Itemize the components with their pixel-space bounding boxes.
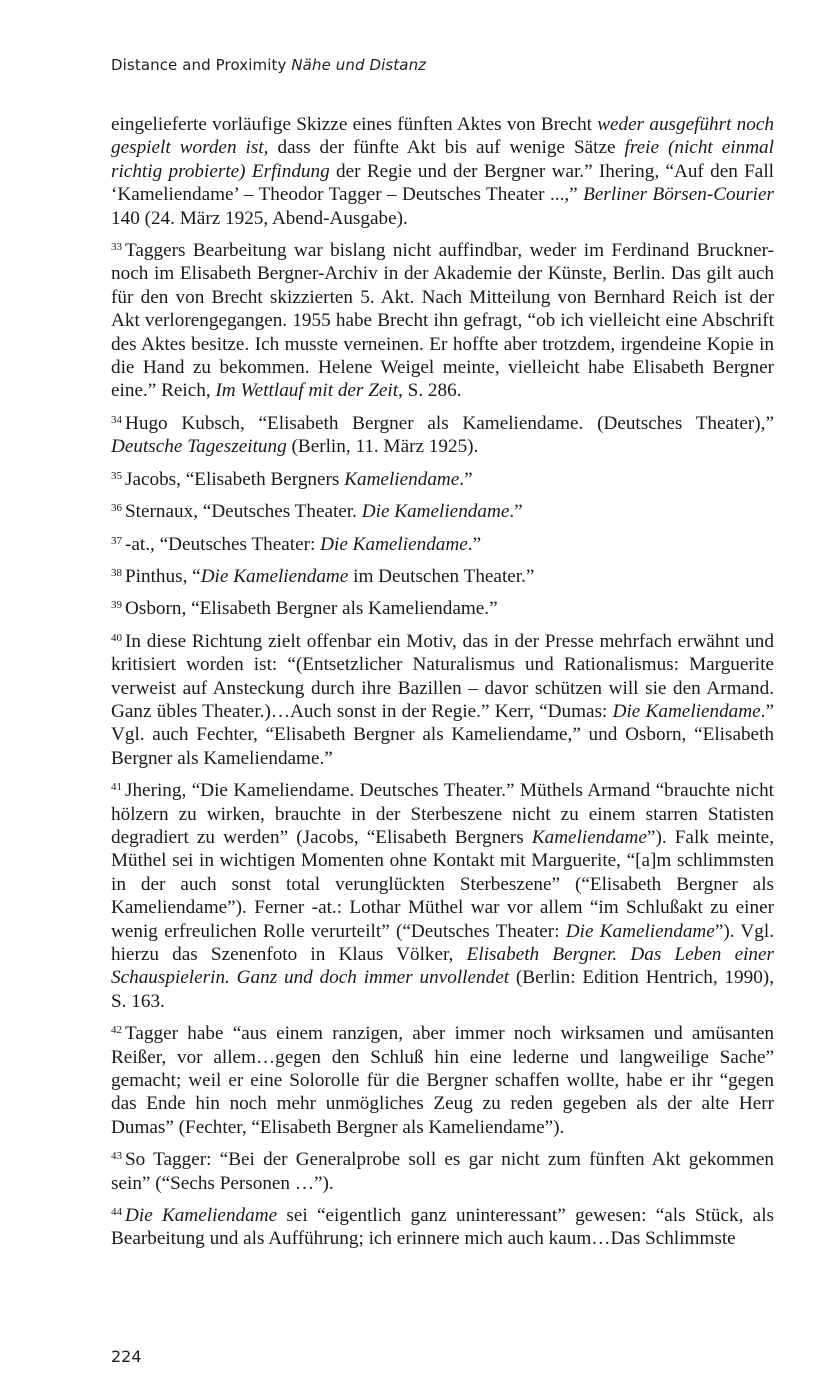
endnote-number: 42 [111, 1024, 122, 1037]
endnote-text: Osborn, “Elisabeth Bergner als Kameliendame.” [125, 598, 498, 620]
endnote-text: (Berlin: Edition Hentrich, 1990), S. 163. [111, 967, 774, 1012]
endnote-text: Taggers Bearbeitung war bislang nicht auffindbar, weder im Ferdinand Bruckner- noch im Elisabeth Bergner-Archiv in der Akademie der Künste, Berlin. Das gilt auch für den von Brecht skizzierten 5. Akt. Nach Mitteilung von Bernhard Reich ist der Akt verlorengegangen. 1955 habe Brecht ihn gefragt, “ob ich vielleicht eine Abschrift des Aktes besitze. Ich musste verneinen. Er hoffte aber trotzdem, irgendeine Kopie in die Hand zu bekommen. Helene Weigel meinte, vielleicht habe Elisabeth Bergner eine.” Reich, [111, 240, 774, 402]
endnote-italic-text: weder ausgeführt noch gespielt worden ist, [111, 114, 774, 159]
endnote-text: eingelieferte vorläufige Skizze eines fünften Aktes von Brecht [111, 114, 598, 135]
endnote-text: .” [509, 501, 523, 523]
endnote-text: Sternaux, “Deutsches Theater. [125, 501, 362, 523]
endnote-italic-text: Die Kameliendame [361, 501, 510, 523]
endnote-text: der Regie und der Bergner war.” Ihering, “Auf den Fall ‘Kameliendame’ – Theodor Tagger – Deutsches Theater ...,” [111, 160, 774, 206]
running-head-subtitle: Nähe und Distanz [291, 56, 427, 74]
endnote [111, 597, 774, 620]
endnote [111, 468, 774, 491]
endnote-text: In diese Richtung zielt offenbar ein Motiv, das in der Presse mehrfach erwähnt und kritisiert worden ist: “(Entsetzlicher Naturalismus und Rationalismus: Marguerite verweist auf Ansteckung durch ihre Bazillen – davor schützen will sie den Armand. Ganz übles Theater.)…Auch sonst in der Regie.” Kerr, “Dumas: [111, 630, 774, 722]
endnote-number: 40 [111, 631, 122, 644]
endnote [111, 630, 774, 770]
endnote [111, 412, 774, 459]
endnote-text: sei “eigentlich ganz uninteressant” gewesen: “als Stück, als Bearbeitung und als Aufführung; ich erinnere mich auch kaum…Das Schlimmste [111, 1205, 774, 1250]
endnote [111, 239, 774, 403]
endnote [111, 1022, 774, 1139]
endnote [111, 1204, 774, 1251]
endnote-italic-text: Kameliendame [344, 468, 460, 490]
endnotes-list [111, 113, 774, 1260]
endnote-number: 34 [111, 413, 122, 426]
endnote-italic-text: Die Kameliendame [125, 1205, 278, 1227]
endnote-text: (Berlin, 11. März 1925). [286, 436, 479, 458]
running-head [111, 56, 426, 74]
endnote-number: 36 [111, 502, 122, 515]
endnote-number: 35 [111, 469, 122, 482]
endnote-text: So Tagger: “Bei der Generalprobe soll es gar nicht zum fünften Akt gekommen sein” (“Sechs Personen …”). [111, 1149, 774, 1194]
page-number: 224 [111, 1347, 142, 1366]
endnote-text: Jhering, “Die Kameliendame. Deutsches Theater.” Müthels Armand “brauchte nicht hölzern zu wirken, brauchte in der Sterbeszene nicht zu einem starren Statisten degradiert zu werden” (Jacobs, “Elisabeth Bergners [111, 780, 774, 848]
endnote-text: .” [459, 468, 473, 490]
endnote-italic-text: Die Kameliendame [565, 920, 715, 942]
endnote-text: Hugo Kubsch, “Elisabeth Bergner als Kameliendame. (Deutsches Theater),” [125, 412, 774, 434]
endnote-italic-text: Kameliendame [531, 826, 647, 848]
endnote-italic-text: Im Wettlauf mit der Zeit, [215, 380, 403, 402]
endnote-italic-text: Deutsche Tageszeitung [111, 436, 287, 458]
endnote-text: 140 (24. März 1925, Abend-Ausgabe). [111, 207, 408, 229]
endnote-text: im Deutschen Theater.” [348, 565, 535, 587]
endnote-number: 39 [111, 599, 122, 612]
endnote-number: 44 [111, 1206, 122, 1219]
endnote [111, 779, 774, 1013]
endnote [111, 500, 774, 523]
endnote-text: Tagger habe “aus einem ranzigen, aber immer noch wirksamen und amüsanten Reißer, vor allem…gegen den Schluß hin eine lederne und langweilige Sache” gemacht; weil er eine Solorolle für die Bergner schaffen wollte, habe er ihr “gegen das Ende hin noch mehr unmögliches Zeug zu reden gegeben als der alte Herr Dumas” (Fechter, “Elisabeth Bergner als Kameliendame”). [111, 1023, 774, 1138]
endnote-italic-text: Die Kameliendame [612, 700, 761, 722]
endnote [111, 113, 774, 230]
endnote-text: dass der fünfte Akt bis auf wenige Sätze [268, 137, 625, 159]
endnote-number: 37 [111, 534, 122, 547]
running-head-title: Distance and Proximity [111, 56, 287, 74]
endnote-text: -at., “Deutsches Theater: [125, 533, 321, 555]
endnote-italic-text: Berliner Börsen-Courier [583, 184, 774, 206]
endnote [111, 533, 774, 556]
endnote [111, 565, 774, 588]
endnote-text: Jacobs, “Elisabeth Bergners [125, 468, 345, 490]
endnote [111, 1148, 774, 1195]
endnote-italic-text: Elisabeth Bergner. Das Leben einer Schauspielerin. Ganz und doch immer unvollendet [111, 944, 774, 989]
endnote-number: 41 [111, 781, 122, 794]
endnote-text: Pinthus, “ [125, 565, 201, 587]
endnote-text: ”). Falk meinte, Müthel sei in wichtigen Momenten ohne Kontakt mit Marguerite, “[a]m schlimmsten in der auch sonst total verunglückten Sterbeszene” (“Elisabeth Bergner als Kameliendame”). Ferner -at.: Lothar Müthel war vor allem “im Schlußakt zu einer wenig erfreulichen Rolle verurteilt” (“Deutsches Theater: [111, 826, 775, 942]
endnote-number: 38 [111, 566, 122, 579]
endnote-italic-text: freie (nicht einmal richtig probierte) Erfindung [111, 137, 774, 182]
endnote-text: .” [467, 533, 482, 555]
endnote-text: S. 286. [402, 380, 462, 402]
endnote-italic-text: Die Kameliendame [320, 533, 468, 555]
endnote-text: ”). Vgl. hierzu das Szenenfoto in Klaus Völker, [111, 920, 774, 965]
endnote-number: 43 [111, 1150, 122, 1163]
endnote-number: 33 [111, 241, 122, 254]
endnote-italic-text: Die Kameliendame [200, 565, 349, 587]
endnote-text: .” Vgl. auch Fechter, “Elisabeth Bergner als Kameliendame,” und Osborn, “Elisabeth Bergner als Kameliendame.” [111, 700, 774, 769]
